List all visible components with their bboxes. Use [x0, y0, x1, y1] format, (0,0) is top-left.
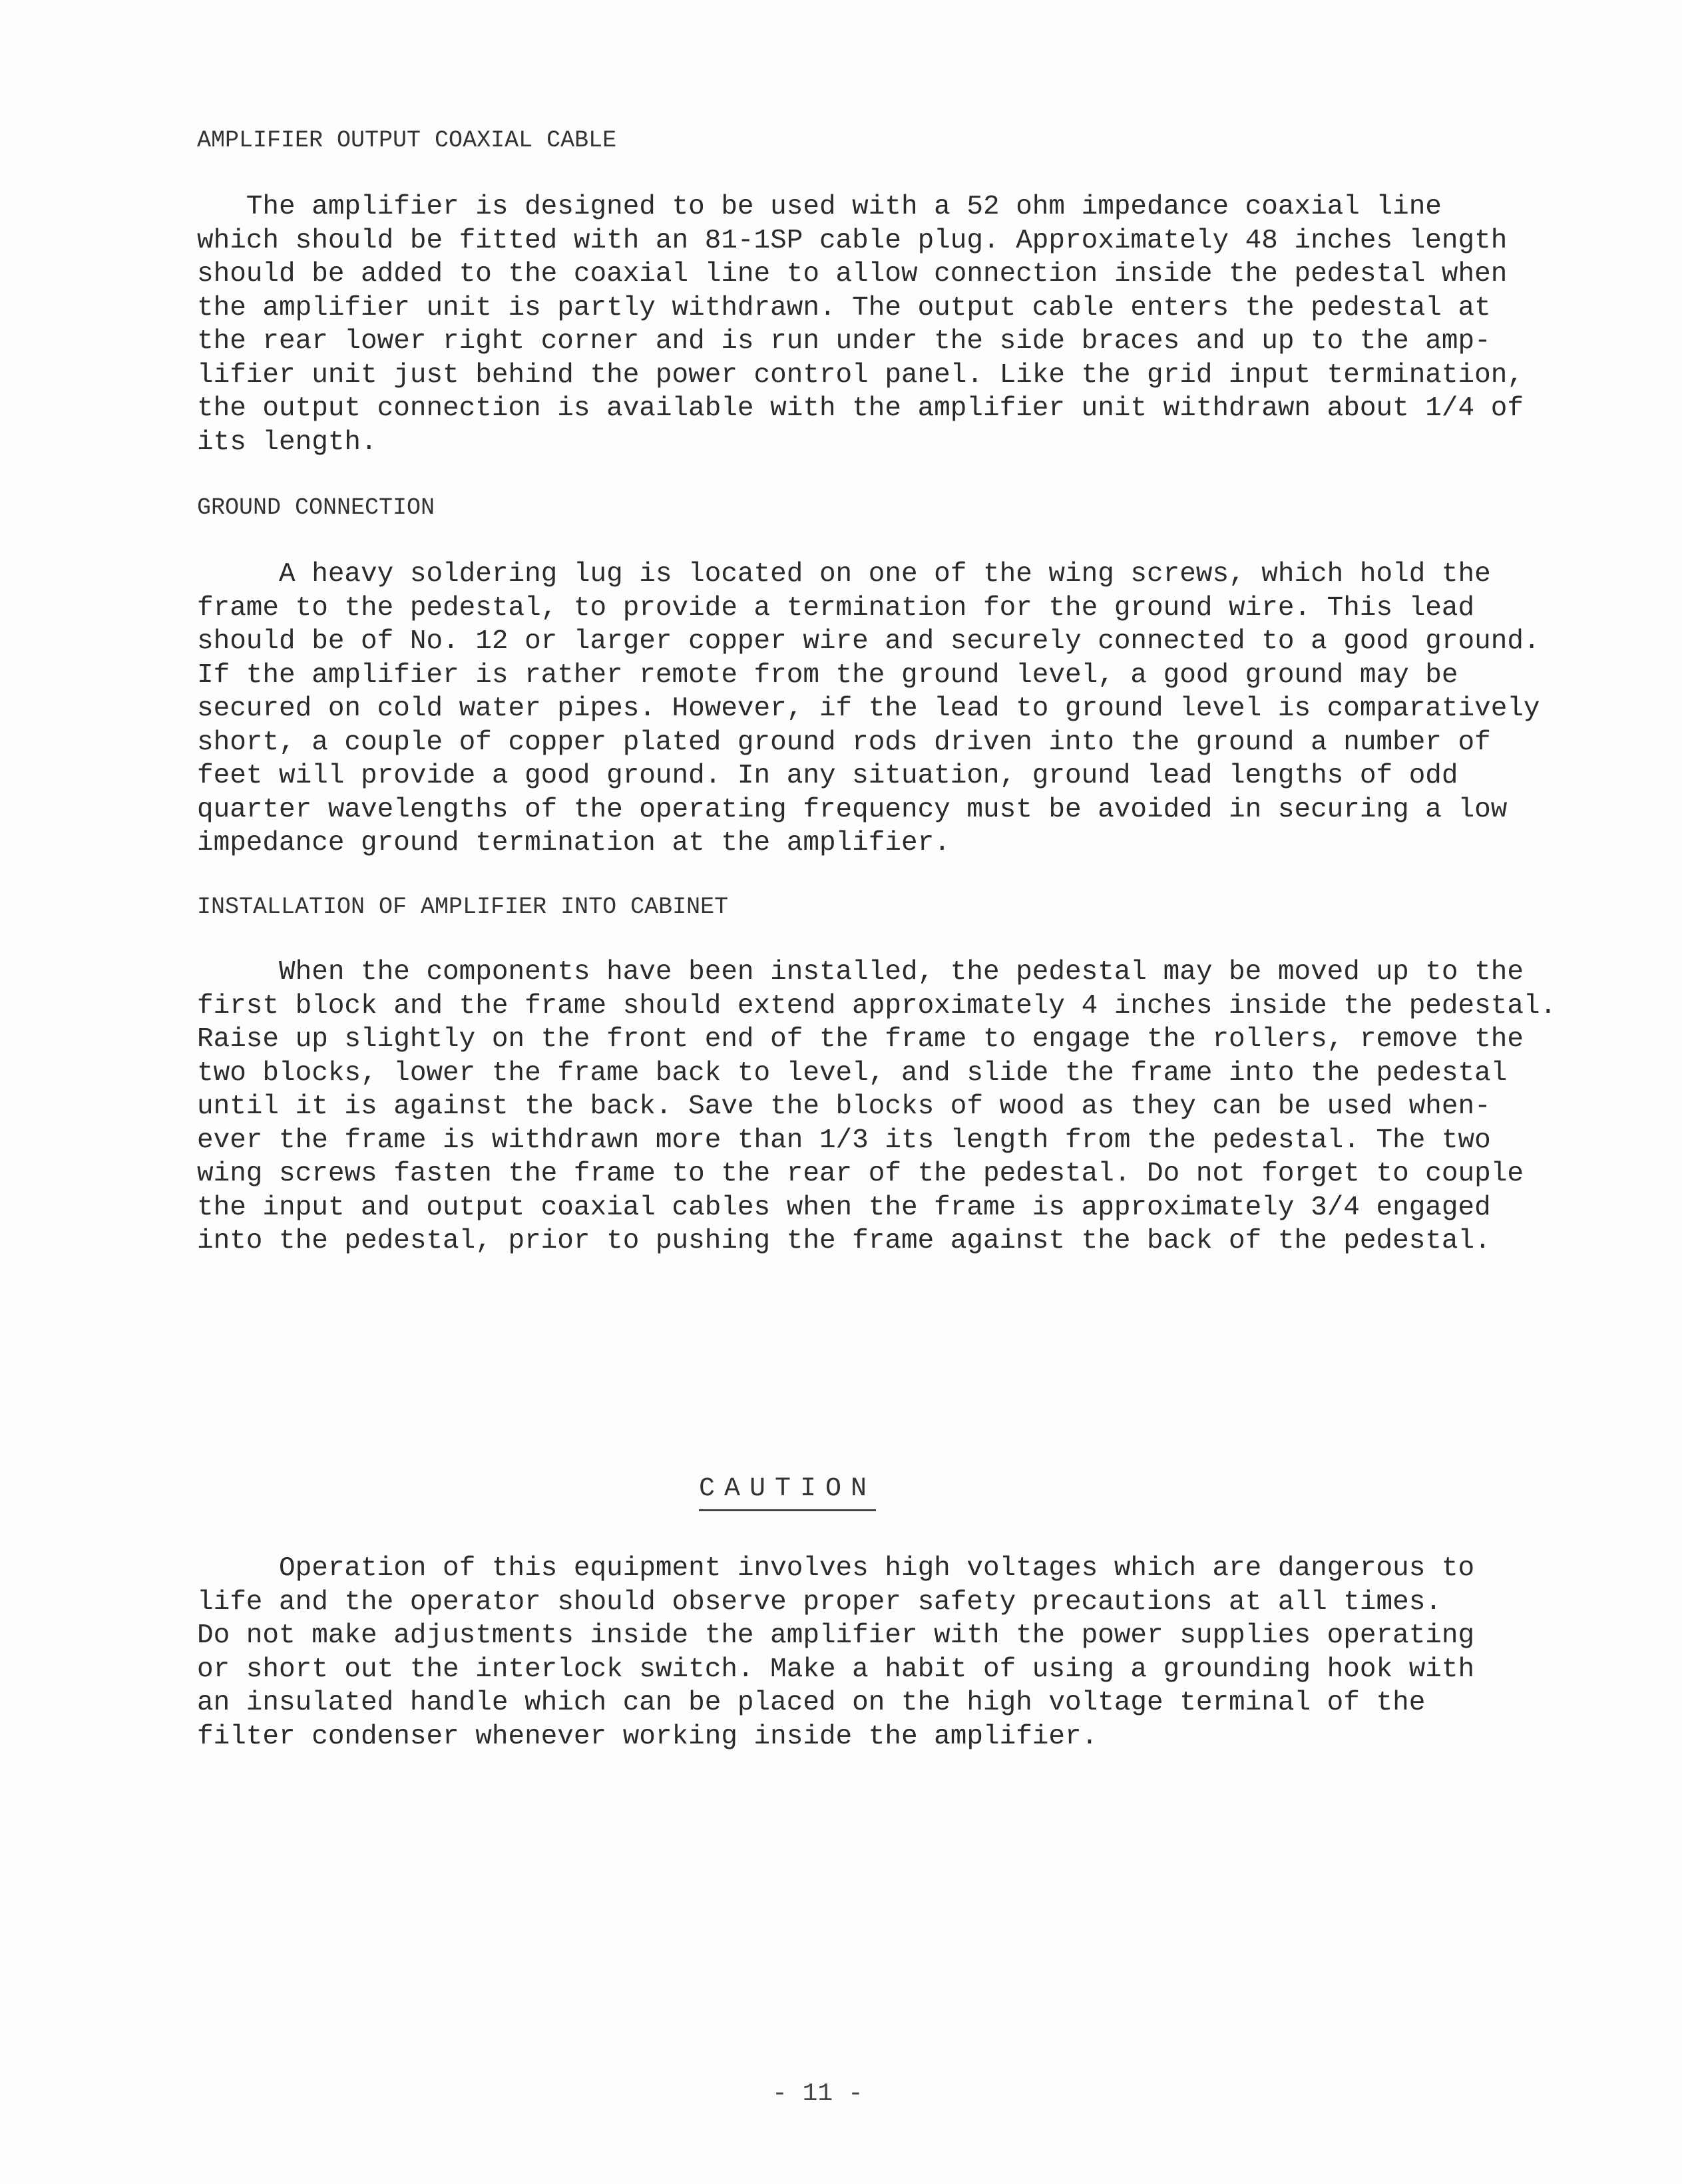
section-heading-installation: INSTALLATION OF AMPLIFIER INTO CABINET: [197, 894, 729, 920]
paragraph-ground-connection: [197, 558, 1540, 860]
paragraph-line: an insulated handle which can be placed on the high voltage terminal of the: [197, 1688, 1426, 1718]
paragraph-line: the output connection is available with the amplifier unit withdrawn about 1/4 of: [197, 393, 1524, 424]
section-heading-output-cable: AMPLIFIER OUTPUT COAXIAL CABLE: [197, 127, 617, 154]
paragraph-line: quarter wavelengths of the operating frequency must be avoided in securing a low: [197, 794, 1508, 825]
paragraph-line: ever the frame is withdrawn more than 1/3 its length from the pedestal. The two: [197, 1125, 1491, 1156]
paragraph-line: A heavy soldering lug is located on one of the wing screws, which hold the: [197, 559, 1491, 590]
paragraph-line: the amplifier unit is partly withdrawn. The output cable enters the pedestal at: [197, 292, 1491, 323]
paragraph-line: into the pedestal, prior to pushing the frame against the back of the pedestal.: [197, 1226, 1491, 1256]
paragraph-line: impedance ground termination at the amplifier.: [197, 828, 950, 858]
paragraph-line: should be of No. 12 or larger copper wire and securely connected to a good ground.: [197, 626, 1540, 657]
paragraph-line: first block and the frame should extend approximately 4 inches inside the pedestal.: [197, 990, 1557, 1021]
section-heading-ground-connection: GROUND CONNECTION: [197, 494, 435, 521]
paragraph-installation: [197, 956, 1556, 1258]
paragraph-line: lifier unit just behind the power control panel. Like the grid input termination,: [197, 359, 1524, 391]
paragraph-line: wing screws fasten the frame to the rear of the pedestal. Do not forget to couple: [197, 1159, 1524, 1189]
paragraph-line: When the components have been installed, the pedestal may be moved up to the: [197, 957, 1524, 988]
paragraph-line: feet will provide a good ground. In any situation, ground lead lengths of odd: [197, 761, 1458, 791]
paragraph-line: frame to the pedestal, to provide a termination for the ground wire. This lead: [197, 592, 1475, 624]
paragraph-line: secured on cold water pipes. However, if the lead to ground level is comparatively: [197, 693, 1540, 724]
paragraph-line: short, a couple of copper plated ground rods driven into the ground a number of: [197, 727, 1491, 758]
paragraph-line: Do not make adjustments inside the amplifier with the power supplies operating: [197, 1620, 1475, 1651]
paragraph-line: its length.: [197, 427, 377, 458]
paragraph-line: the input and output coaxial cables when the frame is approximately 3/4 engaged: [197, 1192, 1491, 1223]
paragraph-line: If the amplifier is rather remote from the ground level, a good ground may be: [197, 659, 1458, 691]
paragraph-output-cable: [197, 190, 1524, 459]
paragraph-line: until it is against the back. Save the blocks of wood as they can be used when-: [197, 1091, 1491, 1122]
paragraph-line: the rear lower right corner and is run under the side braces and up to the amp-: [197, 326, 1491, 357]
caution-heading: CAUTION: [699, 1471, 876, 1511]
paragraph-line: two blocks, lower the frame back to level, and slide the frame into the pedestal: [197, 1057, 1508, 1089]
paragraph-line: or short out the interlock switch. Make a habit of using a grounding hook with: [197, 1654, 1475, 1685]
paragraph-line: Raise up slightly on the front end of the frame to engage the rollers, remove the: [197, 1024, 1524, 1055]
paragraph-line: life and the operator should observe proper safety precautions at all times.: [197, 1586, 1442, 1618]
paragraph-line: The amplifier is designed to be used with a 52 ohm impedance coaxial line: [197, 192, 1442, 222]
page-number: - 11 -: [772, 2080, 863, 2108]
paragraph-line: Operation of this equipment involves high voltages which are dangerous to: [197, 1553, 1475, 1584]
paragraph-caution: [197, 1552, 1474, 1753]
paragraph-line: filter condenser whenever working inside the amplifier.: [197, 1721, 1098, 1752]
paragraph-line: should be added to the coaxial line to allow connection inside the pedestal when: [197, 259, 1508, 289]
paragraph-line: which should be fitted with an 81-1SP cable plug. Approximately 48 inches length: [197, 225, 1508, 256]
